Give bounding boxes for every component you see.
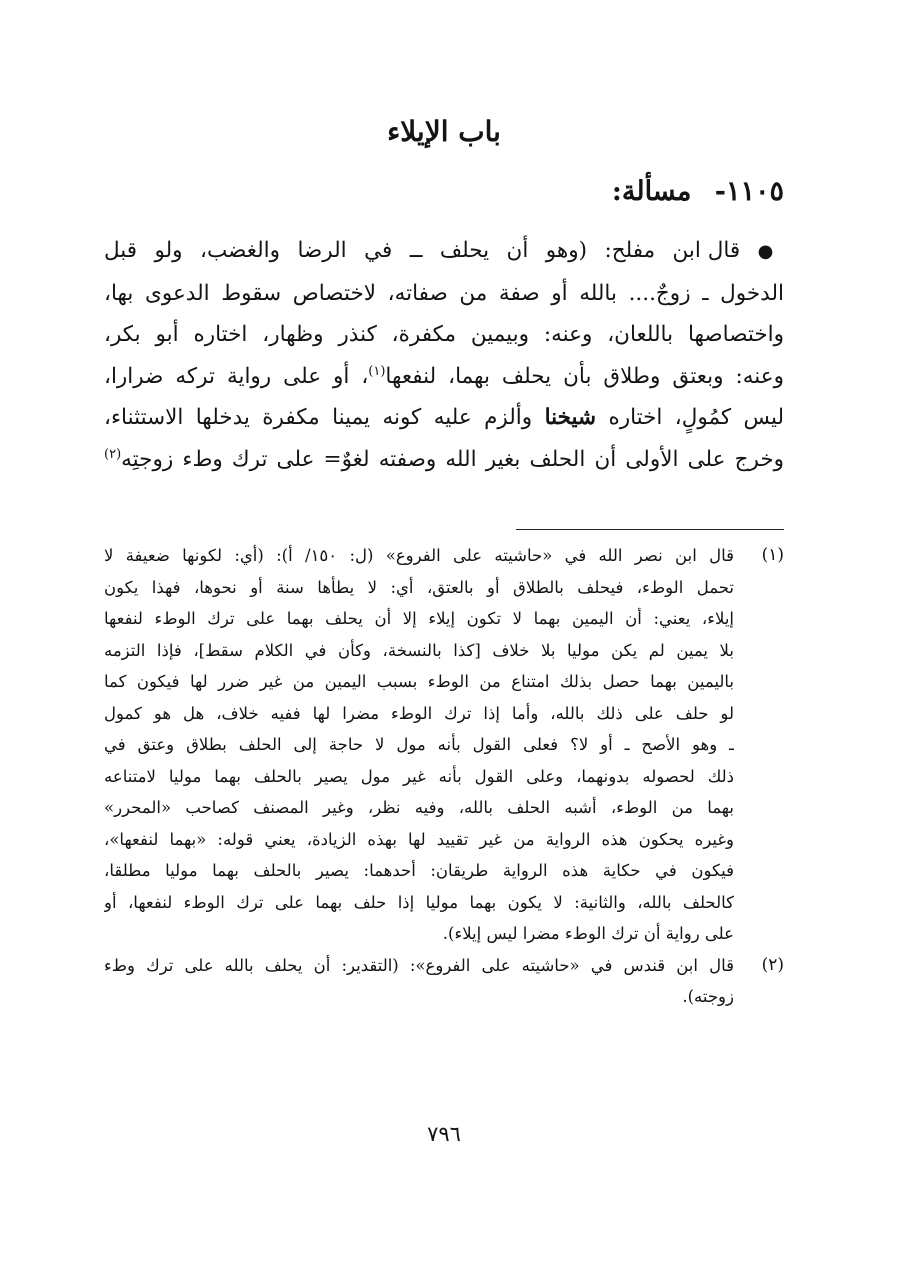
book-page — [104, 0, 784, 1271]
bullet-icon: ● — [757, 241, 784, 262]
footnote-line: كالحلف بالله، والثانية: لا يكون بهما موليا إذا حلف بهما على ترك الوطء لنفعها، أو — [104, 892, 734, 912]
main-line-6 — [104, 439, 784, 481]
page-number: ٧٩٦ — [427, 1122, 461, 1146]
main-line-1 — [104, 230, 784, 273]
footnote-line: لو حلف على ذلك بالله، وأما إذا ترك الوطء مضرا لها ففيه خلاف، هل هو كمول — [104, 703, 734, 723]
footnote-2 — [104, 950, 784, 1013]
main-line-4-part-b: ، أو على رواية تركه ضرارا، — [104, 363, 369, 389]
issue-heading — [612, 172, 784, 212]
main-line-1-text: قال ابن مفلح: (وهو أن يحلف ــ في الرضا والغضب، ولو قبل — [104, 238, 741, 263]
footnote-line: قال ابن قندس في «حاشيته على الفروع»: (التقدير: أن يحلف بالله على ترك وطء — [104, 955, 734, 975]
footnote-line: إيلاء، يعني: أن اليمين بهما لا تكون إيلاء إلا أن يحلف بهما على ترك الوطء لنفعها — [104, 609, 734, 628]
footnote-line: على رواية أن ترك الوطء مضرا ليس إيلاء). — [442, 924, 734, 943]
footnote-line: ـ وهو الأصح ـ أو لا؟ فعلى القول بأنه مول لا حاجة إلى الحلف بطلاق وعتق في — [104, 735, 734, 754]
footnote-line: بلا يمين لم يكن موليا بلا خلاف [كذا بالنسخة، وكأن في الكلام سقط]، فإذا التزمه — [104, 640, 734, 660]
chapter-title: باب الإيلاء — [387, 115, 501, 148]
footnote-line: قال ابن نصر الله في «حاشيته على الفروع» (ل: ١٥٠/ أ): (أي: لكونها ضعيفة لا — [104, 546, 734, 565]
footnote-number: (٢) — [761, 954, 784, 975]
main-line-6-text: وخرج على الأولى أن الحلف بغير الله وصفته لغوٌ= على ترك وطء زوجتِه — [121, 446, 784, 472]
main-line-5 — [104, 397, 784, 439]
footnote-1 — [104, 540, 784, 950]
issue-label: مسألة: — [611, 176, 692, 207]
footnote-ref-2[interactable]: (٢) — [104, 446, 122, 462]
main-line-2: الدخول ـ زوجٌ.... بالله أو صفة من صفاته، لاختصاص سقوط الدعوى بها، — [104, 280, 784, 306]
footnote-line: بهما من الوطء، أشبه الحلف بالله، وفيه نظر، وغير المصنف كصاحب «المحرر» — [104, 798, 734, 817]
main-line-4 — [104, 356, 784, 398]
footnote-line: باليمين بهما حصل بذلك امتناع من الوطء بسبب اليمين من غير ضرر لها فيكون كما — [104, 672, 734, 691]
footnote-line: زوجته). — [682, 987, 734, 1006]
main-line-5-bold: شيخنا — [544, 405, 597, 430]
issue-number: ١١٠٥- — [714, 176, 784, 207]
footnote-line: فيكون في حكاية هذه الرواية طريقان: أحدهما: يصير بالحلف بهما موليا مطلقا، — [104, 861, 734, 880]
main-line-5-part-b: وألزم عليه كونه يمينا مكفرة يدخلها الاستثناء، — [104, 405, 533, 430]
footnotes — [104, 540, 784, 1013]
footnote-ref-1[interactable]: (١) — [368, 363, 386, 379]
footnote-separator — [516, 529, 784, 530]
main-line-5-part-a: ليس كمُولٍ، اختاره — [608, 405, 784, 430]
footnote-line: تحمل الوطء، فيحلف بالطلاق أو بالعتق، أي: لا يطأها سنة أو نحوها، فهذا يكون — [104, 577, 734, 597]
footnote-line: ذلك لحصوله بدونهما، وعلى القول بأنه غير مول يصير بالحلف بهما موليا لامتناعه — [104, 766, 734, 786]
main-line-3: واختصاصها باللعان، وعنه: وبيمين مكفرة، كنذر وظهار، اختاره أبو بكر، — [104, 322, 784, 347]
main-text — [104, 230, 784, 480]
footnote-number: (١) — [761, 545, 784, 565]
main-line-4-part-a: وعنه: وبعتق وطلاق بأن يحلف بهما، لنفعها — [385, 363, 784, 389]
footnote-line: وغيره يحكون هذه الرواية من غير تقييد لها بهذه الزيادة، يعني قوله: «بهما لنفعها»، — [104, 829, 734, 849]
